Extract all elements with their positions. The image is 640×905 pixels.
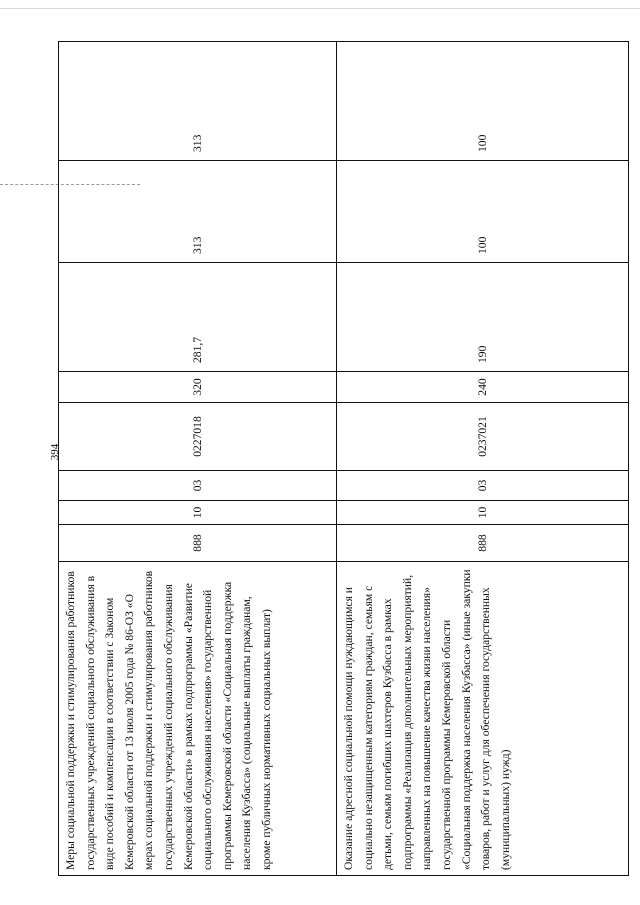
table-row (59, 42, 337, 876)
amount-year-3: 100 (337, 42, 629, 161)
section-code: 10 (59, 501, 337, 525)
subsection-code: 03 (59, 471, 337, 501)
budget-table-container (58, 42, 628, 876)
page-number: 394 (49, 443, 61, 461)
rotated-table-frame (58, 42, 628, 876)
budget-table (58, 41, 629, 876)
subsection-code: 03 (337, 471, 629, 501)
expense-type-code: 240 (337, 372, 629, 403)
amount-year-1: 281,7 (59, 263, 337, 372)
amount-year-3: 313 (59, 42, 337, 161)
scan-edge-line (0, 8, 640, 9)
target-article-code: 0227018 (59, 403, 337, 471)
ministry-code: 888 (59, 525, 337, 562)
amount-year-2: 313 (59, 161, 337, 263)
table-row (337, 42, 629, 876)
row-description: Меры социальной поддержки и стимулирования работников государственных учреждений социального обслуживания в виде пособий и компенсации в соответствии с Законом Кемеровской области от 13 июля 2005 года № 86-ОЗ «О мерах социальной поддержки и стимулирования работников государственных учреждений социального обслуживания Кемеровской области» в рамках подпрограммы «Развитие социального обслуживания населения» государственной программы Кемеровской области «Социальная поддержка населения Кузбасса» (социальные выплаты гражданам, кроме публичных нормативных социальных выплат) (59, 562, 337, 876)
amount-year-1: 190 (337, 263, 629, 372)
ministry-code: 888 (337, 525, 629, 562)
expense-type-code: 320 (59, 372, 337, 403)
section-code: 10 (337, 501, 629, 525)
amount-year-2: 100 (337, 161, 629, 263)
target-article-code: 0237021 (337, 403, 629, 471)
row-description: Оказание адресной социальной помощи нуждающимся и социально незащищенным категориям граждан, семьям с детьми, семьям погибших шахтеров Кузбасса в рамках подпрограммы «Реализация дополнительных мероприятий, направленных на повышение качества жизни населения» государственной программы Кемеровской области «Социальная поддержка населения Кузбасса» (иные закупки товаров, работ и услуг для обеспечения государственных (муниципальных) нужд) (337, 562, 629, 876)
